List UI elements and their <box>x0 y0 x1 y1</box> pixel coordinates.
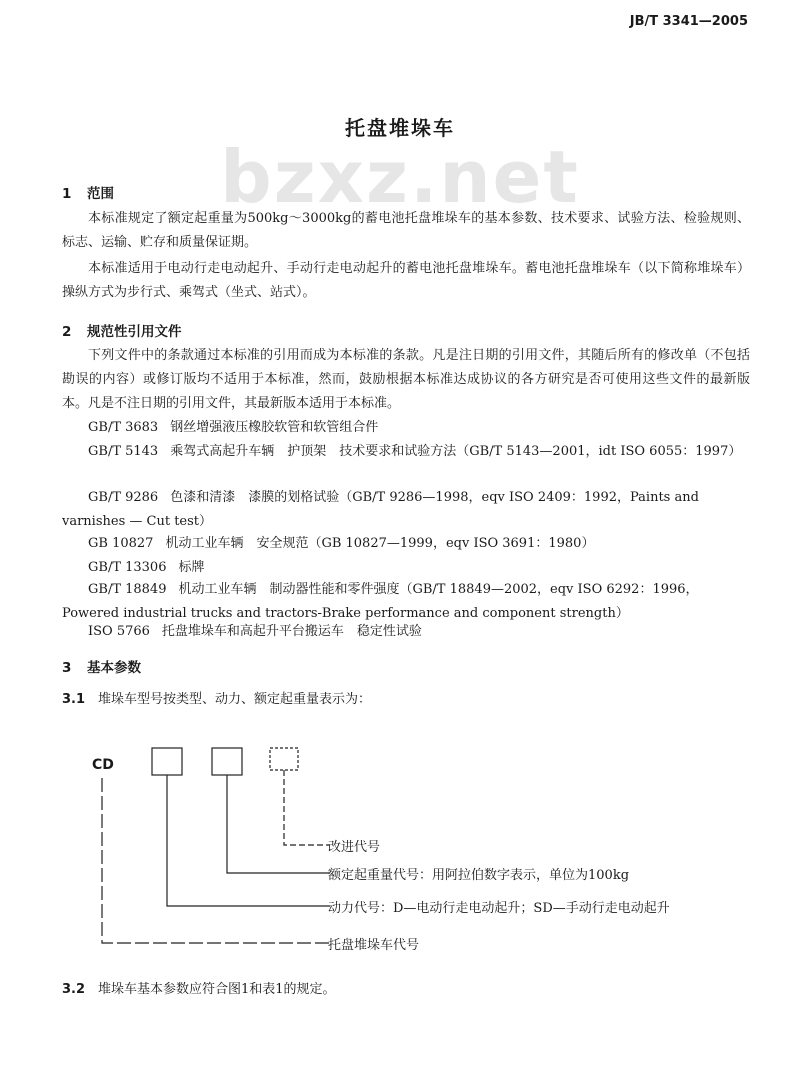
reference-code: GB/T 9286 <box>88 490 159 505</box>
reference-title: 色漆和清漆 漆膜的划格试验（GB/T 9286—1998，eqv ISO 2409：1992，Paints and varnishes — Cut test） <box>62 490 699 529</box>
standard-number: JB/T 3341—2005 <box>629 14 748 29</box>
subclause-3-2 <box>62 978 336 997</box>
capacity-leader-line <box>227 775 330 873</box>
reference-title: 机动工业车辆 安全规范（GB 10827—1999，eqv ISO 3691：1980） <box>165 536 595 551</box>
type-code-label: 托盘堆垛车代号 <box>328 938 420 953</box>
reference-title: 钢丝增强液压橡胶软管和软管组合件 <box>170 420 379 435</box>
subclause-number: 3.1 <box>62 692 86 707</box>
subclause-number: 3.2 <box>62 982 86 997</box>
type-prefix: CD <box>92 757 114 773</box>
improvement-leader-line <box>284 770 330 845</box>
subclause-text: 堆垛车基本参数应符合图1和表1的规定。 <box>98 982 336 997</box>
section-number: 3 <box>62 660 72 676</box>
section-number: 1 <box>62 186 72 202</box>
type-leader-line <box>102 778 330 943</box>
reference-code: GB 10827 <box>88 536 154 551</box>
section-1-paragraph-1: 本标准规定了额定起重量为500kg～3000kg的蓄电池托盘堆垛车的基本参数、技术要求、试验方法、检验规则、标志、运输、贮存和质量保证期。 <box>62 211 750 250</box>
reference-title: 乘驾式高起升车辆 护顶架 技术要求和试验方法（GB/T 5143—2001，idt ISO 6055：1997） <box>170 444 742 459</box>
power-code-box <box>152 748 182 775</box>
reference-code: GB/T 3683 <box>88 420 159 435</box>
improvement-code-label: 改进代号 <box>328 840 381 855</box>
reference-code: ISO 5766 <box>88 624 150 639</box>
power-code-label: 动力代号：D—电动行走电动起升；SD—手动行走电动起升 <box>328 901 670 916</box>
capacity-code-label: 额定起重量代号：用阿拉伯数字表示，单位为100kg <box>328 868 630 883</box>
reference-code: GB/T 18849 <box>88 582 167 597</box>
power-leader-line <box>167 775 330 906</box>
section-title: 规范性引用文件 <box>87 324 182 340</box>
section-2-intro: 下列文件中的条款通过本标准的引用而成为本标准的条款。凡是注日期的引用文件，其随后所有的修改单（不包括勘误的内容）或修订版均不适用于本标准，然而，鼓励根据本标准达成协议的各方研究是否可使用这些文件的最新版本。凡是不注日期的引用文件，其最新版本适用于本标准。 <box>62 348 750 411</box>
section-title: 范围 <box>87 186 114 202</box>
section-1-paragraph-2: 本标准适用于电动行走电动起升、手动行走电动起升的蓄电池托盘堆垛车。蓄电池托盘堆垛车（以下简称堆垛车）操纵方式为步行式、乘驾式（坐式、站式）。 <box>62 261 750 300</box>
watermark: bzxz.net <box>220 135 580 219</box>
section-title: 基本参数 <box>87 660 141 676</box>
section-number: 2 <box>62 324 72 340</box>
improvement-code-box <box>270 748 298 770</box>
reference-title: 机动工业车辆 制动器性能和零件强度（GB/T 18849—2002，eqv ISO 6292：1996，Powered industrial trucks and tractors-Brake performance and component strength） <box>62 582 699 621</box>
document-title: 托盘堆垛车 <box>345 116 455 140</box>
reference-code: GB/T 13306 <box>88 560 167 575</box>
subclause-text: 堆垛车型号按类型、动力、额定起重量表示为： <box>98 692 372 707</box>
reference-title: 托盘堆垛车和高起升平台搬运车 稳定性试验 <box>161 624 422 639</box>
reference-code: GB/T 5143 <box>88 444 159 459</box>
reference-title: 标牌 <box>178 560 205 575</box>
capacity-code-box <box>212 748 242 775</box>
